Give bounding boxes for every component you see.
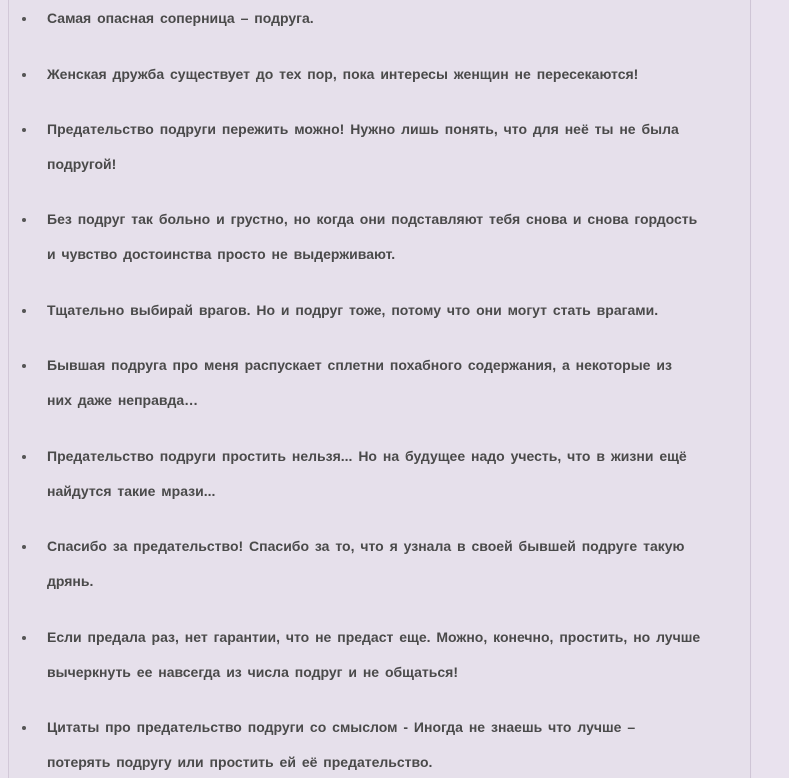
quote-line: Без подруг так больно и грустно, но когда они подставляют тебя снова и снова гордость [47,211,698,227]
bullet-icon [21,710,29,745]
quote-line: Предательство подруги пережить можно! Нужно лишь понять, что для неё ты не была [47,121,679,137]
quote-line: Самая опасная соперница – подруга. [47,10,314,26]
quote-line: Женская дружба существует до тех пор, пока интересы женщин не пересекаются! [47,66,639,82]
bullet-icon [21,202,29,237]
quote-text [47,620,747,690]
quote-text [47,529,747,599]
quote-line: дрянь. [47,573,94,589]
quote-line: Предательство подруги простить нельзя... Но на будущее надо учесть, что в жизни ещё [47,448,687,464]
quote-line: Бывшая подруга про меня распускает сплетни похабного содержания, а некоторые из [47,357,672,373]
quote-line: подругой! [47,156,117,172]
quote-text [47,439,747,509]
quote-line: них даже неправда… [47,392,199,408]
bullet-icon [21,57,29,92]
quote-text [47,293,747,328]
article-content [8,0,751,778]
quote-line: вычеркнуть ее навсегда из числа подруг и не общаться! [47,664,459,680]
quote-text [47,112,747,182]
quote-line: Тщательно выбирай врагов. Но и подруг тоже, потому что они могут стать врагами. [47,302,659,318]
quote-text [47,202,747,272]
bullet-icon [21,293,29,328]
right-gutter [752,0,789,778]
quote-line: потерять подругу или простить ей её предательство. [47,754,433,770]
bullet-icon [21,529,29,564]
quote-line: найдутся такие мрази... [47,483,216,499]
quote-line: Цитаты про предательство подруги со смыслом - Иногда не знаешь что лучше – [47,719,636,735]
bullet-icon [21,1,29,36]
quote-text [47,348,747,418]
bullet-icon [21,348,29,383]
quote-text [47,1,747,36]
quote-line: и чувство достоинства просто не выдерживают. [47,246,396,262]
bullet-icon [21,439,29,474]
quote-line: Спасибо за предательство! Спасибо за то, что я узнала в своей бывшей подруге такую [47,538,685,554]
bullet-icon [21,620,29,655]
quote-text [47,57,747,92]
quote-line: Если предала раз, нет гарантии, что не предаст еще. Можно, конечно, простить, но лучше [47,629,701,645]
bullet-icon [21,112,29,147]
quote-text [47,710,747,778]
